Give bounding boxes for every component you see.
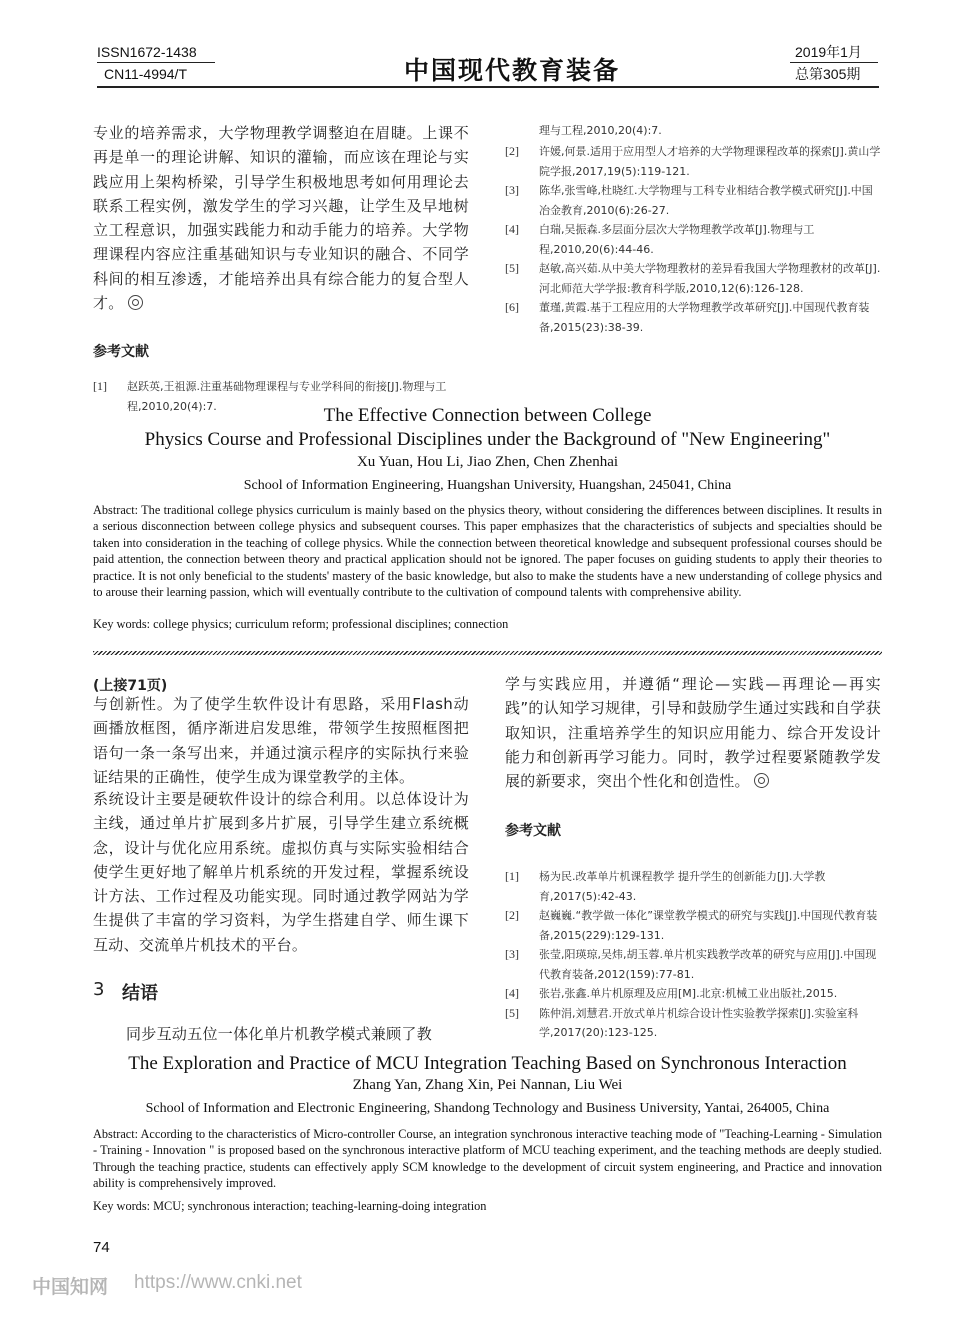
header-rule — [97, 86, 879, 88]
reference-item: [4] 张岩,张鑫.单片机原理及应用[M].北京:机械工业出版社,2015. — [505, 986, 838, 1000]
cn-label: CN11-4994/T — [104, 66, 188, 82]
reference-item: [1] 赵跃英,王祖源.注重基础物理课程与专业学科间的衔接[J].物理与工程,2010,20(4):7. — [93, 379, 447, 413]
article1-refs-heading: 参考文献 — [93, 344, 149, 360]
article2-conclusion-start: 同步互动五位一体化单片机教学模式兼顾了教 — [126, 1025, 433, 1043]
issn-rule — [97, 62, 215, 63]
reference-item: [1] 杨为民.改革单片机课程教学 提升学生的创新能力[J].大学教育,2017(5):42-43. — [505, 869, 826, 903]
end-mark-icon — [754, 773, 769, 788]
article2-left-paragraph2: 系统设计主要是硬软件设计的综合利用。以总体设计为主线，通过单片扩展到多片扩展，引导学生建立系统概念，设计与优化应用系统。虚拟仿真与实际实验相结合使学生更好地了解单片机系统的开发过程，掌握系统设计方法、工作过程及功能实现。同时通过教学网站为学生提供了丰富的学习资料，为学生搭建自学、师生课下互动、交流单片机技术的平台。 — [93, 790, 469, 954]
end-mark-icon — [128, 295, 143, 310]
journal-title: 中国现代教育装备 — [404, 56, 621, 85]
cnki-url-watermark: https://www.cnki.net — [134, 1272, 302, 1293]
article1-en-title-line1: The Effective Connection between College — [323, 405, 652, 426]
cnki-logo-watermark: 中国知网 — [32, 1277, 109, 1298]
issue-date: 2019年1月 — [795, 44, 862, 60]
issn-label: ISSN1672-1438 — [97, 44, 197, 60]
reference-item: [5] 赵敏,高兴茹.从中美大学物理教材的差异看我国大学物理教材的改革[J].河北师范大学学报:教育科学版,2010,12(6):126-128. — [505, 261, 881, 295]
article1-en-abstract: Abstract: The traditional college physics curriculum is mainly based on the physics theory, without considering the differences between disciplines. It results in a serious disconnection between college physics and subsequent courses. This paper emphasizes that the characteristics of subjects and specialties should be taken into consideration in the teaching of college physics. While the connection between theoretical knowledge and subsequent professional courses should be paid attention, the connection between theory and practical application should not be ignored. The paper focuses on guiding students to apply their theories to practice. It is not only beneficial to the students' mastery of the basic knowledge, but also to make the students have a new understanding of college physics and to arouse their learning passion, which will eventually contribute to the cultivation of compound talents with comprehensive ability. — [93, 503, 882, 600]
article1-ref1-continuation: 理与工程,2010,20(4):7. — [539, 124, 662, 137]
reference-item: [5] 陈仲涓,刘慧君.开放式单片机综合设计性实验教学探索[J].实验室科学,2017(20):123-125. — [505, 1005, 859, 1039]
article2-refs-heading: 参考文献 — [505, 823, 561, 839]
continued-from-label: (上接71页) — [93, 678, 168, 694]
reference-item: [3] 张莹,阳瑛琼,吴炜,胡玉蓉.单片机实践教学改革的研究与应用[J].中国现代教育装备,2012(159):77-81. — [505, 947, 877, 981]
reference-item: [2] 赵巍巍.“教学做一体化”课堂教学模式的研究与实践[J].中国现代教育装备,2015(229):129-131. — [505, 908, 878, 942]
article2-en-authors: Zhang Yan, Zhang Xin, Pei Nannan, Liu Wei — [352, 1077, 623, 1093]
article2-ref-list — [505, 867, 881, 1043]
article2-left-paragraph1: 与创新性。为了使学生软件设计有思路，采用Flash动画播放框图，循序渐进启发思维，带领学生按照框图把语句一条一条写出来，并通过演示程序的实际执行来验证结果的正确性，使学生成为课堂教学的主体。 — [93, 695, 469, 786]
reference-item: [6] 董瑾,黄霞.基于工程应用的大学物理教学改革研究[J].中国现代教育装备,2015(23):38-39. — [505, 300, 870, 334]
article1-en-affiliation: School of Information Engineering, Huangshan University, Huangshan, 245041, China — [243, 478, 732, 493]
article2-en-title: The Exploration and Practice of MCU Integration Teaching Based on Synchronous Interaction — [128, 1053, 847, 1074]
article1-ref-list-right — [505, 142, 881, 337]
article1-en-authors: Xu Yuan, Hou Li, Jiao Zhen, Chen Zhenhai — [356, 454, 619, 470]
article2-en-keywords: Key words: MCU; synchronous interaction; teaching-learning-doing integration — [93, 1199, 487, 1213]
article1-ref-list-left — [93, 377, 473, 413]
article1-tail-paragraph: 专业的培养需求，大学物理教学调整迫在眉睫。上课不再是单一的理论讲解、知识的灌输，而应该在理论与实践应用上架构桥梁，引导学生积极地思考如何用理论去联系工程实例，激发学生的学习兴趣，让学生及早地树立工程意识，加强实践能力和动手能力的培养。大学物理课程内容应注重基础知识与专业知识的融合、不同学科间的相互渗透，才能培养出具有综合能力的复合型人才。 — [93, 124, 469, 313]
article1-en-title-line2: Physics Course and Professional Disciplines under the Background of "New Engineering" — [144, 429, 831, 450]
article2-right-paragraph: 学与实践应用，并遵循“理论—实践—再理论—再实践”的认知学习规律，引导和鼓励学生通过实践和自学获取知识，注重培养学生的知识应用能力、综合开发设计能力和创新再学习能力。同时，教学过程要紧随教学发展的新要求，突出个性化和创造性。 — [505, 675, 881, 791]
article1-en-keywords: Key words: college physics; curriculum reform; professional disciplines; connection — [93, 617, 509, 631]
article2-en-abstract: Abstract: According to the characteristics of Micro-controller Course, an integration synchronous interactive teaching mode of "Teaching-Learning - Simulation - Training - Innovation " is proposed based on the synchronous interactive platform of MCU teaching experiment, and the teaching methods are deeply studied. Through the teaching practice, students can effectively apply SCM knowledge to the development of circuit system engineering, and Practice and innovation ability is comprehensively improved. — [93, 1127, 882, 1191]
reference-item: [4] 白瑞,吴振森.多层面分层次大学物理教学改革[J].物理与工程,2010,20(6):44-46. — [505, 222, 815, 256]
date-rule — [790, 62, 878, 63]
article2-en-affiliation: School of Information and Electronic Engineering, Shandong Technology and Business University, Yantai, 264005, China — [145, 1101, 830, 1116]
article-divider — [93, 651, 882, 655]
section-title: 结语 — [122, 983, 158, 1004]
issue-number: 总第305期 — [795, 66, 861, 82]
section-number: 3 — [93, 979, 105, 1000]
reference-item: [2] 许媛,何景.适用于应用型人才培养的大学物理课程改革的探索[J].黄山学院学报,2017,19(5):119-121. — [505, 144, 881, 178]
reference-item: [3] 陈华,张雪峰,杜晓红.大学物理与工科专业相结合教学模式研究[J].中国冶金教育,2010(6):26-27. — [505, 183, 873, 217]
page-number: 74 — [93, 1239, 110, 1256]
